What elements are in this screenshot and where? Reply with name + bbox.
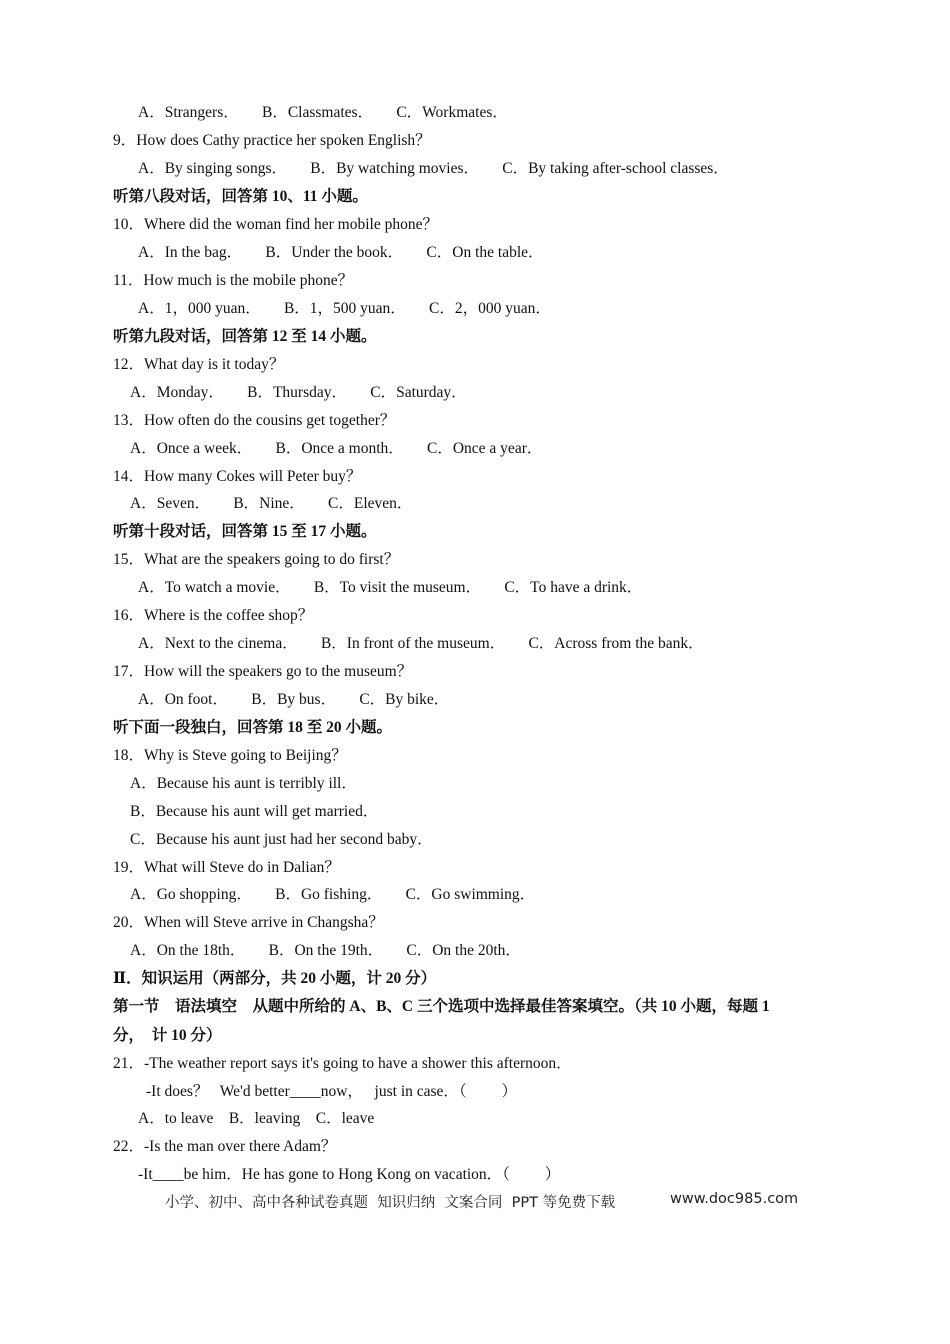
question-14: 14．How many Cokes will Peter buy？ — [113, 468, 362, 485]
section-1-instructions-cont: 分， 计 10 分） — [113, 1027, 222, 1044]
question-16: 16．Where is the coffee shop？ — [113, 607, 314, 624]
section-heading-monologue: 听下面一段独白，回答第 18 至 20 小题。 — [113, 719, 393, 736]
q16-options: A．Next to the cinema． B．In front of the museum． C．Across from the bank． — [138, 635, 704, 652]
q17-options: A．On foot． B．By bus． C．By bike． — [138, 691, 450, 708]
question-17: 17．How will the speakers go to the museum？ — [113, 663, 413, 680]
q19-options: A．Go shopping． B．Go fishing． C．Go swimming． — [130, 886, 536, 903]
q8-options: A．Strangers． B．Classmates． C．Workmates． — [138, 104, 508, 121]
question-13: 13．How often do the cousins get together？ — [113, 412, 396, 429]
q10-options: A．In the bag． B．Under the book． C．On the table． — [138, 244, 544, 261]
question-21-reply: -It does？ We'd better____now， just in case．（ ） — [146, 1083, 518, 1100]
question-10: 10．Where did the woman find her mobile phone？ — [113, 216, 438, 233]
question-12: 12．What day is it today？ — [113, 356, 285, 373]
question-15: 15．What are the speakers going to do first？ — [113, 551, 400, 568]
question-18: 18．Why is Steve going to Beijing？ — [113, 747, 347, 764]
question-9: 9．How does Cathy practice her spoken English？ — [113, 132, 431, 149]
question-22: 22．-Is the man over there Adam？ — [113, 1138, 337, 1155]
section-heading-8: 听第八段对话，回答第 10、11 小题。 — [113, 188, 368, 205]
section-1-instructions: 第一节 语法填空 从题中所给的 A、B、C 三个选项中选择最佳答案填空。（共 10 小题，每题 1 — [113, 998, 770, 1015]
q15-options: A．To watch a movie． B．To visit the museum． C．To have a drink． — [138, 579, 643, 596]
question-20: 20．When will Steve arrive in Changsha？ — [113, 914, 384, 931]
q14-options: A．Seven． B．Nine． C．Eleven． — [130, 495, 413, 512]
q13-options: A．Once a week． B．Once a month． C．Once a year． — [130, 440, 543, 457]
q11-options: A．1，000 yuan． B．1，500 yuan． C．2，000 yuan． — [138, 300, 551, 317]
question-22-reply: -It____be him．He has gone to Hong Kong on vacation．（ ） — [138, 1166, 561, 1183]
q18-option-a: A．Because his aunt is terribly ill． — [130, 775, 357, 792]
q21-options: A．to leave B．leaving C．leave — [138, 1110, 375, 1127]
part-heading-2: Ⅱ．知识运用（两部分，共 20 小题，计 20 分） — [113, 970, 437, 987]
q20-options: A．On the 18th． B．On the 19th． C．On the 20th． — [130, 942, 521, 959]
q18-option-c: C．Because his aunt just had her second baby． — [130, 831, 433, 848]
q18-option-b: B．Because his aunt will get married． — [130, 803, 379, 820]
q9-options: A．By singing songs． B．By watching movies． C．By taking after-school classes． — [138, 160, 729, 177]
footer-url: www.doc985.com — [670, 1191, 799, 1207]
footer-text: 小学、初中、高中各种试卷真题 知识归纳 文案合同 PPT 等免费下载 — [165, 1195, 616, 1211]
section-heading-9: 听第九段对话，回答第 12 至 14 小题。 — [113, 328, 377, 345]
q12-options: A．Monday． B．Thursday． C．Saturday． — [130, 384, 467, 401]
section-heading-10: 听第十段对话，回答第 15 至 17 小题。 — [113, 523, 377, 540]
question-21: 21．-The weather report says it's going to have a shower this afternoon． — [113, 1055, 572, 1072]
question-11: 11．How much is the mobile phone？ — [113, 272, 354, 289]
question-19: 19．What will Steve do in Dalian？ — [113, 859, 340, 876]
